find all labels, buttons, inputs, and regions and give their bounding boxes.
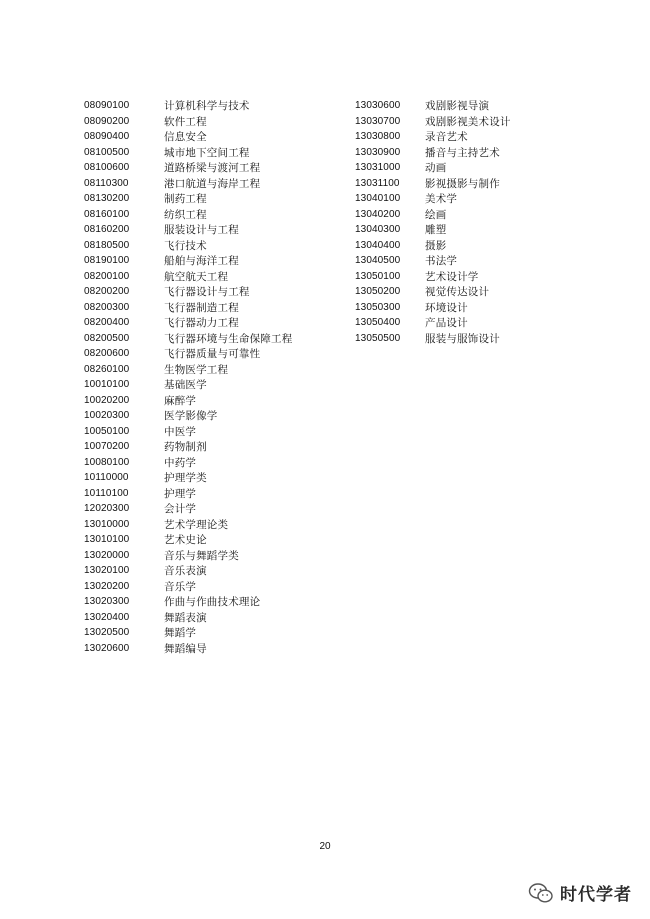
major-row bbox=[84, 362, 292, 378]
major-name: 美术学 bbox=[425, 193, 458, 206]
major-row bbox=[84, 269, 292, 285]
major-code: 10110000 bbox=[84, 472, 129, 484]
major-code: 08160100 bbox=[84, 208, 130, 220]
major-name: 艺术设计学 bbox=[425, 270, 479, 283]
major-row bbox=[355, 300, 511, 316]
major-row bbox=[84, 393, 292, 409]
major-name: 制药工程 bbox=[164, 193, 207, 206]
major-code: 13040400 bbox=[355, 239, 401, 251]
major-code: 13050200 bbox=[355, 286, 401, 298]
major-row bbox=[84, 346, 292, 362]
major-row bbox=[84, 284, 292, 300]
major-name: 动画 bbox=[425, 162, 447, 175]
major-row bbox=[84, 610, 292, 626]
major-name: 戏剧影视美术设计 bbox=[425, 115, 511, 128]
major-row bbox=[84, 315, 292, 331]
major-name: 道路桥梁与渡河工程 bbox=[164, 162, 261, 175]
major-code: 08200500 bbox=[84, 332, 130, 344]
major-code: 10080100 bbox=[84, 456, 130, 468]
major-row bbox=[84, 579, 292, 595]
major-name: 艺术史论 bbox=[164, 534, 207, 547]
major-row bbox=[84, 114, 292, 130]
major-row bbox=[355, 331, 511, 347]
major-code: 08110300 bbox=[84, 177, 129, 189]
major-row bbox=[355, 269, 511, 285]
major-name: 影视摄影与制作 bbox=[425, 177, 500, 190]
major-code: 13050300 bbox=[355, 301, 401, 313]
major-row bbox=[355, 98, 511, 114]
major-name: 飞行器环境与生命保障工程 bbox=[164, 332, 293, 345]
major-code: 08200400 bbox=[84, 317, 130, 329]
major-code: 10070200 bbox=[84, 441, 130, 453]
major-row bbox=[84, 145, 292, 161]
major-name: 医学影像学 bbox=[164, 410, 218, 423]
major-row bbox=[355, 238, 511, 254]
major-name: 中医学 bbox=[164, 425, 197, 438]
major-row bbox=[84, 563, 292, 579]
major-row bbox=[84, 176, 292, 192]
major-row bbox=[84, 377, 292, 393]
major-row bbox=[355, 145, 511, 161]
major-row bbox=[355, 191, 511, 207]
major-name: 戏剧影视导演 bbox=[425, 100, 490, 113]
major-row bbox=[84, 238, 292, 254]
major-code: 13050400 bbox=[355, 317, 401, 329]
major-name: 船舶与海洋工程 bbox=[164, 255, 239, 268]
major-code: 13040500 bbox=[355, 255, 401, 267]
major-name: 飞行器设计与工程 bbox=[164, 286, 250, 299]
major-row bbox=[84, 486, 292, 502]
major-row bbox=[355, 222, 511, 238]
major-name: 药物制剂 bbox=[164, 441, 207, 454]
wechat-icon bbox=[528, 882, 554, 904]
major-name: 音乐表演 bbox=[164, 565, 207, 578]
major-name: 艺术学理论类 bbox=[164, 518, 229, 531]
major-code: 13010000 bbox=[84, 518, 130, 530]
major-row bbox=[84, 548, 292, 564]
major-row bbox=[355, 160, 511, 176]
major-row bbox=[84, 641, 292, 657]
major-code: 08090400 bbox=[84, 131, 130, 143]
major-code: 10020300 bbox=[84, 410, 130, 422]
major-name: 摄影 bbox=[425, 239, 447, 252]
major-row bbox=[84, 424, 292, 440]
major-row bbox=[84, 455, 292, 471]
major-code: 08180500 bbox=[84, 239, 130, 251]
major-name: 音乐与舞蹈学类 bbox=[164, 549, 239, 562]
major-code: 13020200 bbox=[84, 580, 130, 592]
major-code: 13020400 bbox=[84, 611, 130, 623]
major-row bbox=[84, 191, 292, 207]
major-code: 13030700 bbox=[355, 115, 401, 127]
major-code: 13040300 bbox=[355, 224, 401, 236]
major-name: 舞蹈编导 bbox=[164, 642, 207, 655]
major-row bbox=[84, 98, 292, 114]
major-name: 播音与主持艺术 bbox=[425, 146, 500, 159]
major-code: 08260100 bbox=[84, 363, 130, 375]
major-code: 10020200 bbox=[84, 394, 130, 406]
major-name: 飞行器动力工程 bbox=[164, 317, 239, 330]
major-row bbox=[355, 253, 511, 269]
major-name: 绘画 bbox=[425, 208, 447, 221]
major-code: 10050100 bbox=[84, 425, 130, 437]
major-row bbox=[84, 408, 292, 424]
major-name: 视觉传达设计 bbox=[425, 286, 490, 299]
major-row bbox=[84, 207, 292, 223]
major-code: 13010100 bbox=[84, 534, 130, 546]
major-code: 13020000 bbox=[84, 549, 130, 561]
major-code: 08200600 bbox=[84, 348, 130, 360]
major-name: 护理学类 bbox=[164, 472, 207, 485]
major-code: 13020100 bbox=[84, 565, 130, 577]
major-row bbox=[355, 207, 511, 223]
major-row bbox=[84, 160, 292, 176]
major-code: 08160200 bbox=[84, 224, 130, 236]
major-name: 飞行器质量与可靠性 bbox=[164, 348, 261, 361]
major-name: 舞蹈学 bbox=[164, 627, 197, 640]
major-row bbox=[355, 284, 511, 300]
major-row bbox=[84, 331, 292, 347]
right-major-list bbox=[355, 98, 511, 346]
major-code: 08190100 bbox=[84, 255, 130, 267]
major-row bbox=[355, 129, 511, 145]
major-name: 音乐学 bbox=[164, 580, 197, 593]
major-name: 港口航道与海岸工程 bbox=[164, 177, 261, 190]
major-row bbox=[84, 439, 292, 455]
watermark-text: 时代学者 bbox=[560, 885, 632, 905]
major-row bbox=[84, 300, 292, 316]
major-code: 13050500 bbox=[355, 332, 401, 344]
watermark bbox=[528, 880, 632, 905]
major-name: 城市地下空间工程 bbox=[164, 146, 250, 159]
major-row bbox=[355, 315, 511, 331]
major-code: 13030900 bbox=[355, 146, 401, 158]
major-code: 13030800 bbox=[355, 131, 401, 143]
major-row bbox=[84, 253, 292, 269]
major-code: 08100500 bbox=[84, 146, 130, 158]
major-name: 雕塑 bbox=[425, 224, 447, 237]
major-code: 08200100 bbox=[84, 270, 130, 282]
major-name: 软件工程 bbox=[164, 115, 207, 128]
major-row bbox=[84, 532, 292, 548]
major-code: 08100600 bbox=[84, 162, 130, 174]
major-code: 13040100 bbox=[355, 193, 401, 205]
major-code: 10110100 bbox=[84, 487, 129, 499]
major-row bbox=[84, 501, 292, 517]
major-name: 中药学 bbox=[164, 456, 197, 469]
major-code: 13050100 bbox=[355, 270, 401, 282]
major-row bbox=[355, 176, 511, 192]
major-code: 08130200 bbox=[84, 193, 130, 205]
major-code: 08090200 bbox=[84, 115, 130, 127]
major-name: 环境设计 bbox=[425, 301, 468, 314]
major-name: 书法学 bbox=[425, 255, 458, 268]
major-name: 飞行技术 bbox=[164, 239, 207, 252]
major-row bbox=[84, 625, 292, 641]
major-row bbox=[84, 222, 292, 238]
major-name: 生物医学工程 bbox=[164, 363, 229, 376]
major-code: 13040200 bbox=[355, 208, 401, 220]
major-code: 08090100 bbox=[84, 100, 130, 112]
major-row bbox=[84, 470, 292, 486]
major-name: 航空航天工程 bbox=[164, 270, 229, 283]
major-name: 信息安全 bbox=[164, 131, 207, 144]
major-code: 08200200 bbox=[84, 286, 130, 298]
major-code: 13020600 bbox=[84, 642, 130, 654]
major-name: 纺织工程 bbox=[164, 208, 207, 221]
major-name: 会计学 bbox=[164, 503, 197, 516]
major-name: 基础医学 bbox=[164, 379, 207, 392]
major-row bbox=[84, 517, 292, 533]
major-name: 计算机科学与技术 bbox=[164, 100, 250, 113]
major-row bbox=[84, 129, 292, 145]
major-row bbox=[84, 594, 292, 610]
major-code: 13020500 bbox=[84, 627, 130, 639]
major-name: 护理学 bbox=[164, 487, 197, 500]
major-code: 12020300 bbox=[84, 503, 130, 515]
major-name: 麻醉学 bbox=[164, 394, 197, 407]
major-name: 录音艺术 bbox=[425, 131, 468, 144]
major-row bbox=[355, 114, 511, 130]
major-name: 舞蹈表演 bbox=[164, 611, 207, 624]
major-code: 13020300 bbox=[84, 596, 130, 608]
major-code: 13030600 bbox=[355, 100, 401, 112]
major-name: 服装与服饰设计 bbox=[425, 332, 500, 345]
major-code: 08200300 bbox=[84, 301, 130, 313]
major-code: 10010100 bbox=[84, 379, 130, 391]
major-name: 作曲与作曲技术理论 bbox=[164, 596, 261, 609]
major-name: 产品设计 bbox=[425, 317, 468, 330]
major-code: 13031100 bbox=[355, 177, 400, 189]
major-name: 服装设计与工程 bbox=[164, 224, 239, 237]
page-number: 20 bbox=[319, 841, 331, 852]
left-major-list bbox=[84, 98, 292, 656]
major-code: 13031000 bbox=[355, 162, 401, 174]
major-name: 飞行器制造工程 bbox=[164, 301, 239, 314]
